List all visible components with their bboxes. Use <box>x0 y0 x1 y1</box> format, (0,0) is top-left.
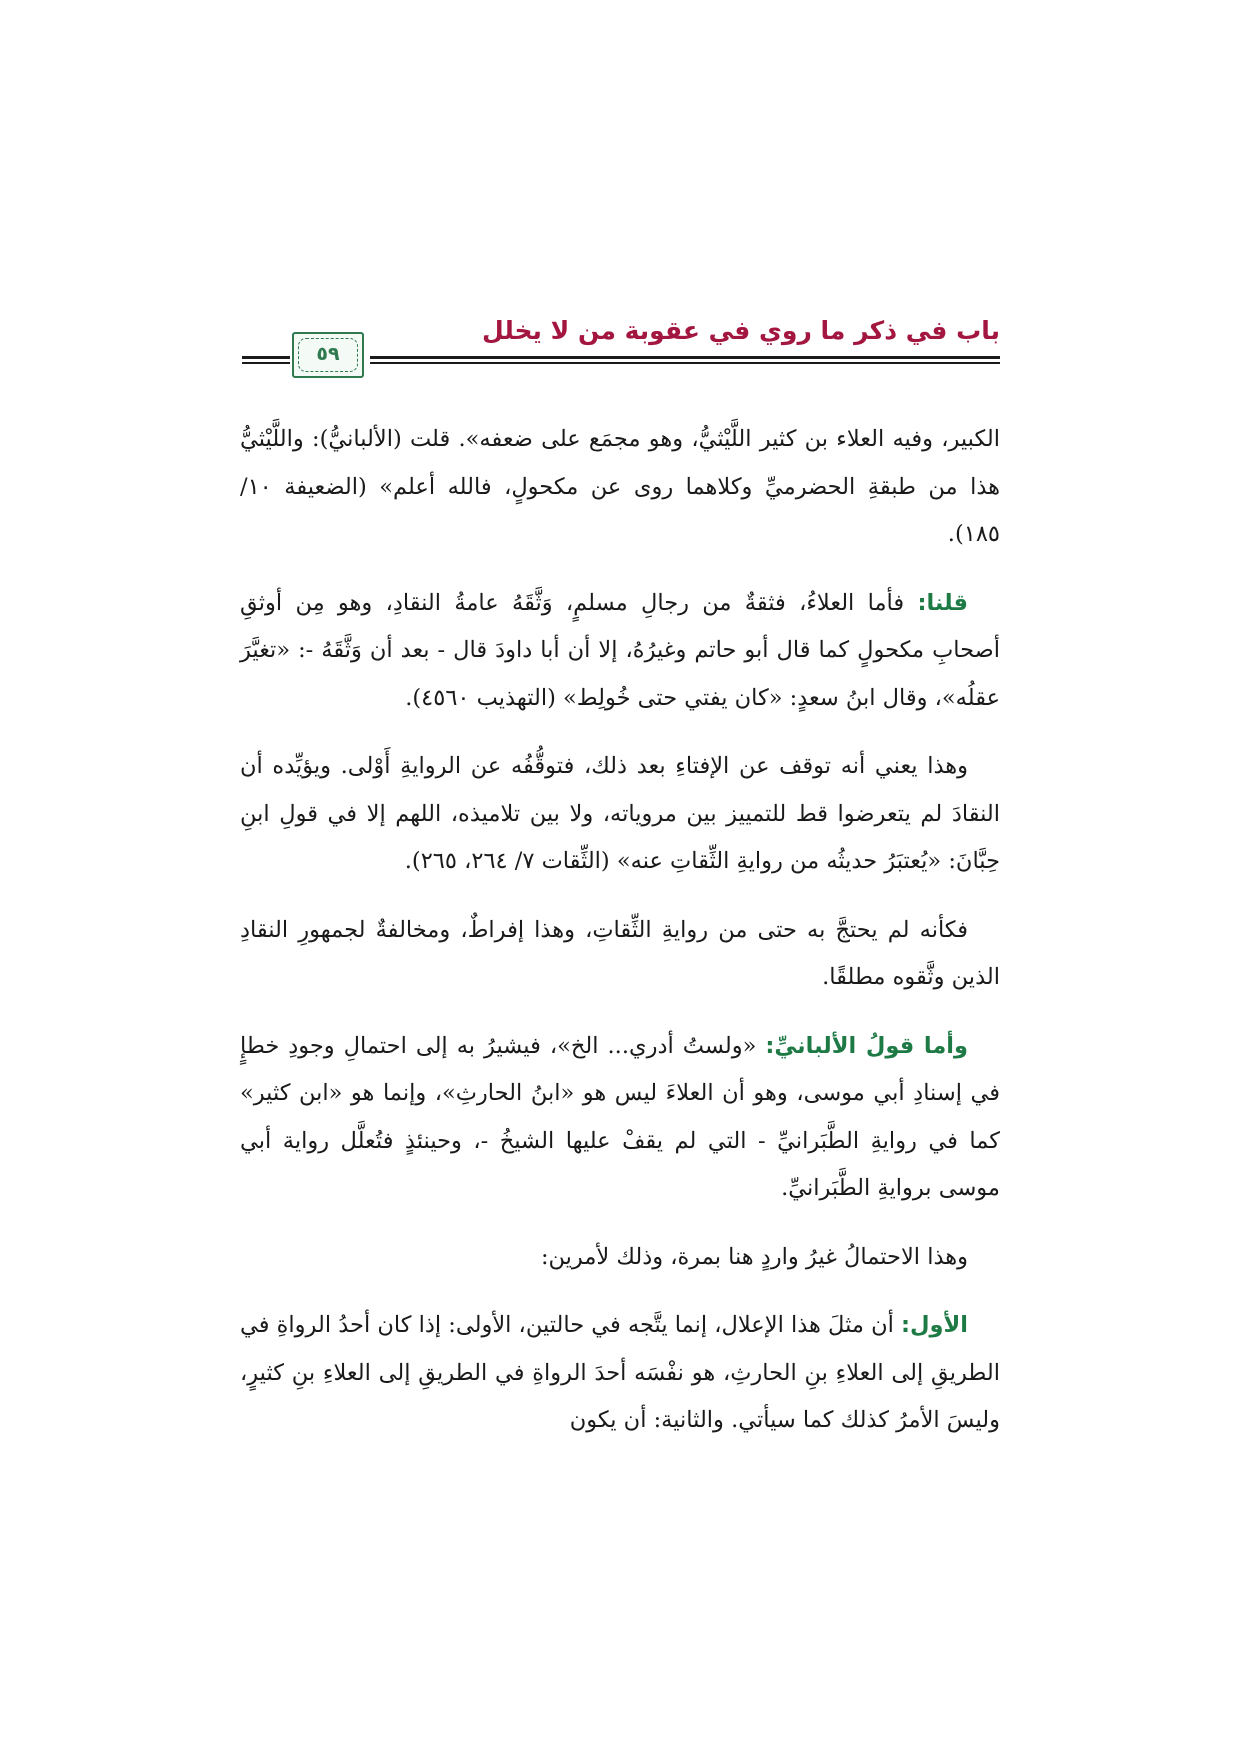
paragraph-text: «ولستُ أدري... الخ»، فيشيرُ به إلى احتمالِ وجودِ خطإٍ في إسنادِ أبي موسى، وهو أن العلاءَ ليس هو «ابنُ الحارثِ»، وإنما هو «ابن كثير» كما في روايةِ الطَّبَرانيِّ - التي لم يقفْ عليها الشيخُ -، وحينئذٍ فتُعلَّل رواية أبي موسى بروايةِ الطَّبَرانيِّ. <box>240 1032 1000 1201</box>
paragraph-text: فأما العلاءُ، فثقةٌ من رجالِ مسلمٍ، وَثَّقَهُ عامةُ النقادِ، وهو مِن أوثقِ أصحابِ مكحولٍ كما قال أبو حاتم وغيرُهُ، إلا أن أبا داودَ قال - بعد أن وَثَّقَهُ -: «تغيَّرَ عقلُه»، وقال ابنُ سعدٍ: «كان يفتي حتى خُولِط» (التهذيب ٤٥٦٠). <box>240 589 1000 711</box>
paragraph-text: وهذا يعني أنه توقف عن الإفتاءِ بعد ذلك، فتوقُّفُه عن الروايةِ أَوْلى. ويؤيِّده أن النقادَ لم يتعرضوا قط للتمييز بين مروياته، ولا بين تلاميذه، اللهم إلا في قولِ ابنِ حِبَّانَ: «يُعتبَرُ حديثُه من روايةِ الثِّقاتِ عنه» (الثِّقات ٧/ ٢٦٤، ٢٦٥). <box>240 753 1000 874</box>
paragraph-text: وهذا الاحتمالُ غيرُ واردٍ هنا بمرة، وذلك لأمرين: <box>540 1243 968 1270</box>
page-header <box>242 316 1000 388</box>
page-body <box>240 416 1000 1466</box>
paragraph-keyword: وأما قولُ الألبانيِّ: <box>765 1032 968 1059</box>
paragraph-text: أن مثلَ هذا الإعلال، إنما يتَّجه في حالتين، الأولى: إذا كان أحدُ الرواةِ في الطريقِ إلى العلاءِ بنِ الحارثِ، هو نفْسَه أحدَ الرواةِ في الطريقِ إلى العلاءِ بنِ كثيرٍ، وليسَ الأمرُ كذلك كما سيأتي. والثانية: أن يكون <box>239 1312 1000 1433</box>
paragraph-text: فكأنه لم يحتجَّ به حتى من روايةِ الثِّقاتِ، وهذا إفراطٌ، ومخالفةٌ لجمهورِ النقادِ الذين وثَّقوه مطلقًا. <box>240 916 1000 990</box>
header-rule-left <box>242 356 290 359</box>
paragraph-1 <box>240 416 1000 559</box>
paragraph-5 <box>240 1023 1000 1213</box>
paragraph-6 <box>240 1234 1000 1282</box>
paragraph-7 <box>240 1302 1000 1445</box>
paragraph-keyword: الأول: <box>901 1312 968 1338</box>
paragraph-keyword: قلنا: <box>917 589 969 616</box>
page-number: ٥٩ <box>316 343 340 365</box>
paragraph-text: الكبير، وفيه العلاء بن كثير اللَّيْثيُّ، وهو مجمَع على ضعفه». قلت (الألبانيُّ): واللَّيْثيُّ هذا من طبقةِ الحضرميِّ وكلاهما روى عن مكحولٍ، فالله أعلم» (الضعيفة ١٠/ ١٨٥). <box>240 426 1000 547</box>
page-number-badge <box>292 332 364 378</box>
chapter-title: باب في ذكر ما روي في عقوبة من لا يخلل <box>482 316 1000 345</box>
header-rule-right-thin <box>370 362 1000 364</box>
paragraph-3 <box>240 743 1000 886</box>
header-rule-right <box>370 356 1000 359</box>
header-rule-left-thin <box>242 362 290 364</box>
paragraph-4 <box>240 907 1000 1002</box>
paragraph-2 <box>240 580 1000 723</box>
